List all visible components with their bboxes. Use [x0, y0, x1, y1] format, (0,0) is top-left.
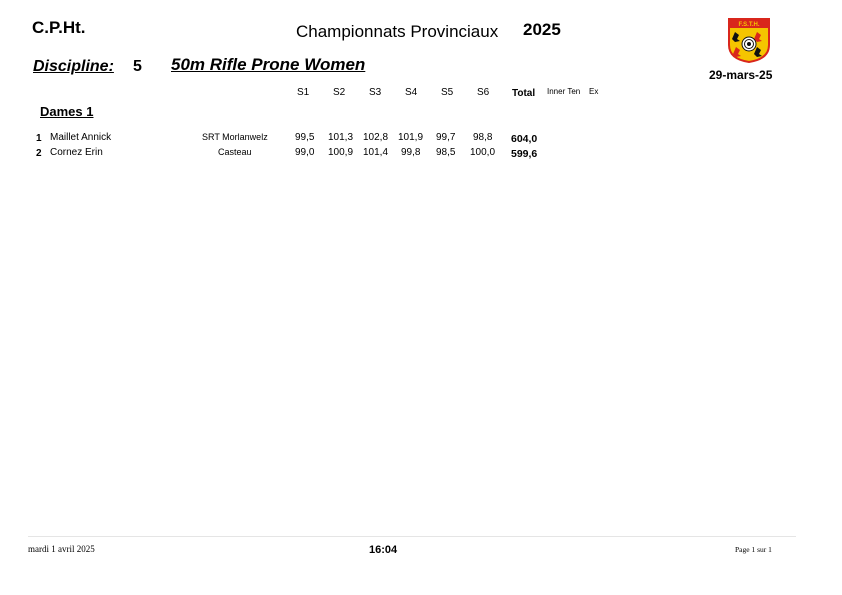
page-number: Page 1 sur 1	[735, 545, 772, 554]
column-header-s5: S5	[441, 87, 454, 98]
series-score: 101,9	[398, 132, 424, 143]
column-header-s3: S3	[369, 87, 382, 98]
group-title: Dames 1	[40, 104, 94, 119]
series-score: 99,5	[295, 132, 315, 143]
federation-logo	[727, 17, 771, 63]
series-score: 98,8	[473, 132, 493, 143]
total-score: 599,6	[511, 148, 538, 160]
column-header-inner-ten: Inner Ten	[547, 87, 581, 96]
series-score: 99,8	[401, 147, 421, 158]
column-header-s6: S6	[477, 87, 490, 98]
column-header-total: Total	[512, 88, 536, 99]
page-title: Championnats Provinciaux	[296, 22, 499, 41]
rank: 1	[36, 133, 42, 144]
series-score: 101,3	[328, 132, 354, 143]
series-score: 100,0	[470, 147, 496, 158]
series-score: 102,8	[363, 132, 389, 143]
column-header-s2: S2	[333, 87, 346, 98]
series-score: 101,4	[363, 147, 389, 158]
series-score: 99,7	[436, 132, 456, 143]
year: 2025	[523, 20, 561, 39]
club-name: Casteau	[218, 147, 252, 157]
athlete-name: Maillet Annick	[50, 132, 112, 143]
discipline-number: 5	[133, 58, 142, 75]
column-header-s1: S1	[297, 87, 310, 98]
logo-text: F.S.T.H.	[738, 22, 760, 28]
print-date: mardi 1 avril 2025	[28, 544, 95, 554]
shield-icon	[727, 17, 771, 63]
organization-name: C.P.Ht.	[32, 18, 86, 37]
series-score: 99,0	[295, 147, 315, 158]
print-time: 16:04	[369, 544, 398, 556]
total-score: 604,0	[511, 133, 538, 145]
club-name: SRT Morlanwelz	[202, 132, 268, 142]
footer-divider	[28, 536, 796, 537]
column-header-s4: S4	[405, 87, 418, 98]
series-score: 100,9	[328, 147, 354, 158]
athlete-name: Cornez Erin	[50, 147, 103, 158]
discipline-label: Discipline:	[33, 58, 114, 75]
series-score: 98,5	[436, 147, 456, 158]
column-header-ex: Ex	[589, 87, 599, 96]
rank: 2	[36, 148, 42, 159]
competition-date: 29-mars-25	[709, 68, 773, 82]
discipline-name: 50m Rifle Prone Women	[171, 55, 366, 74]
